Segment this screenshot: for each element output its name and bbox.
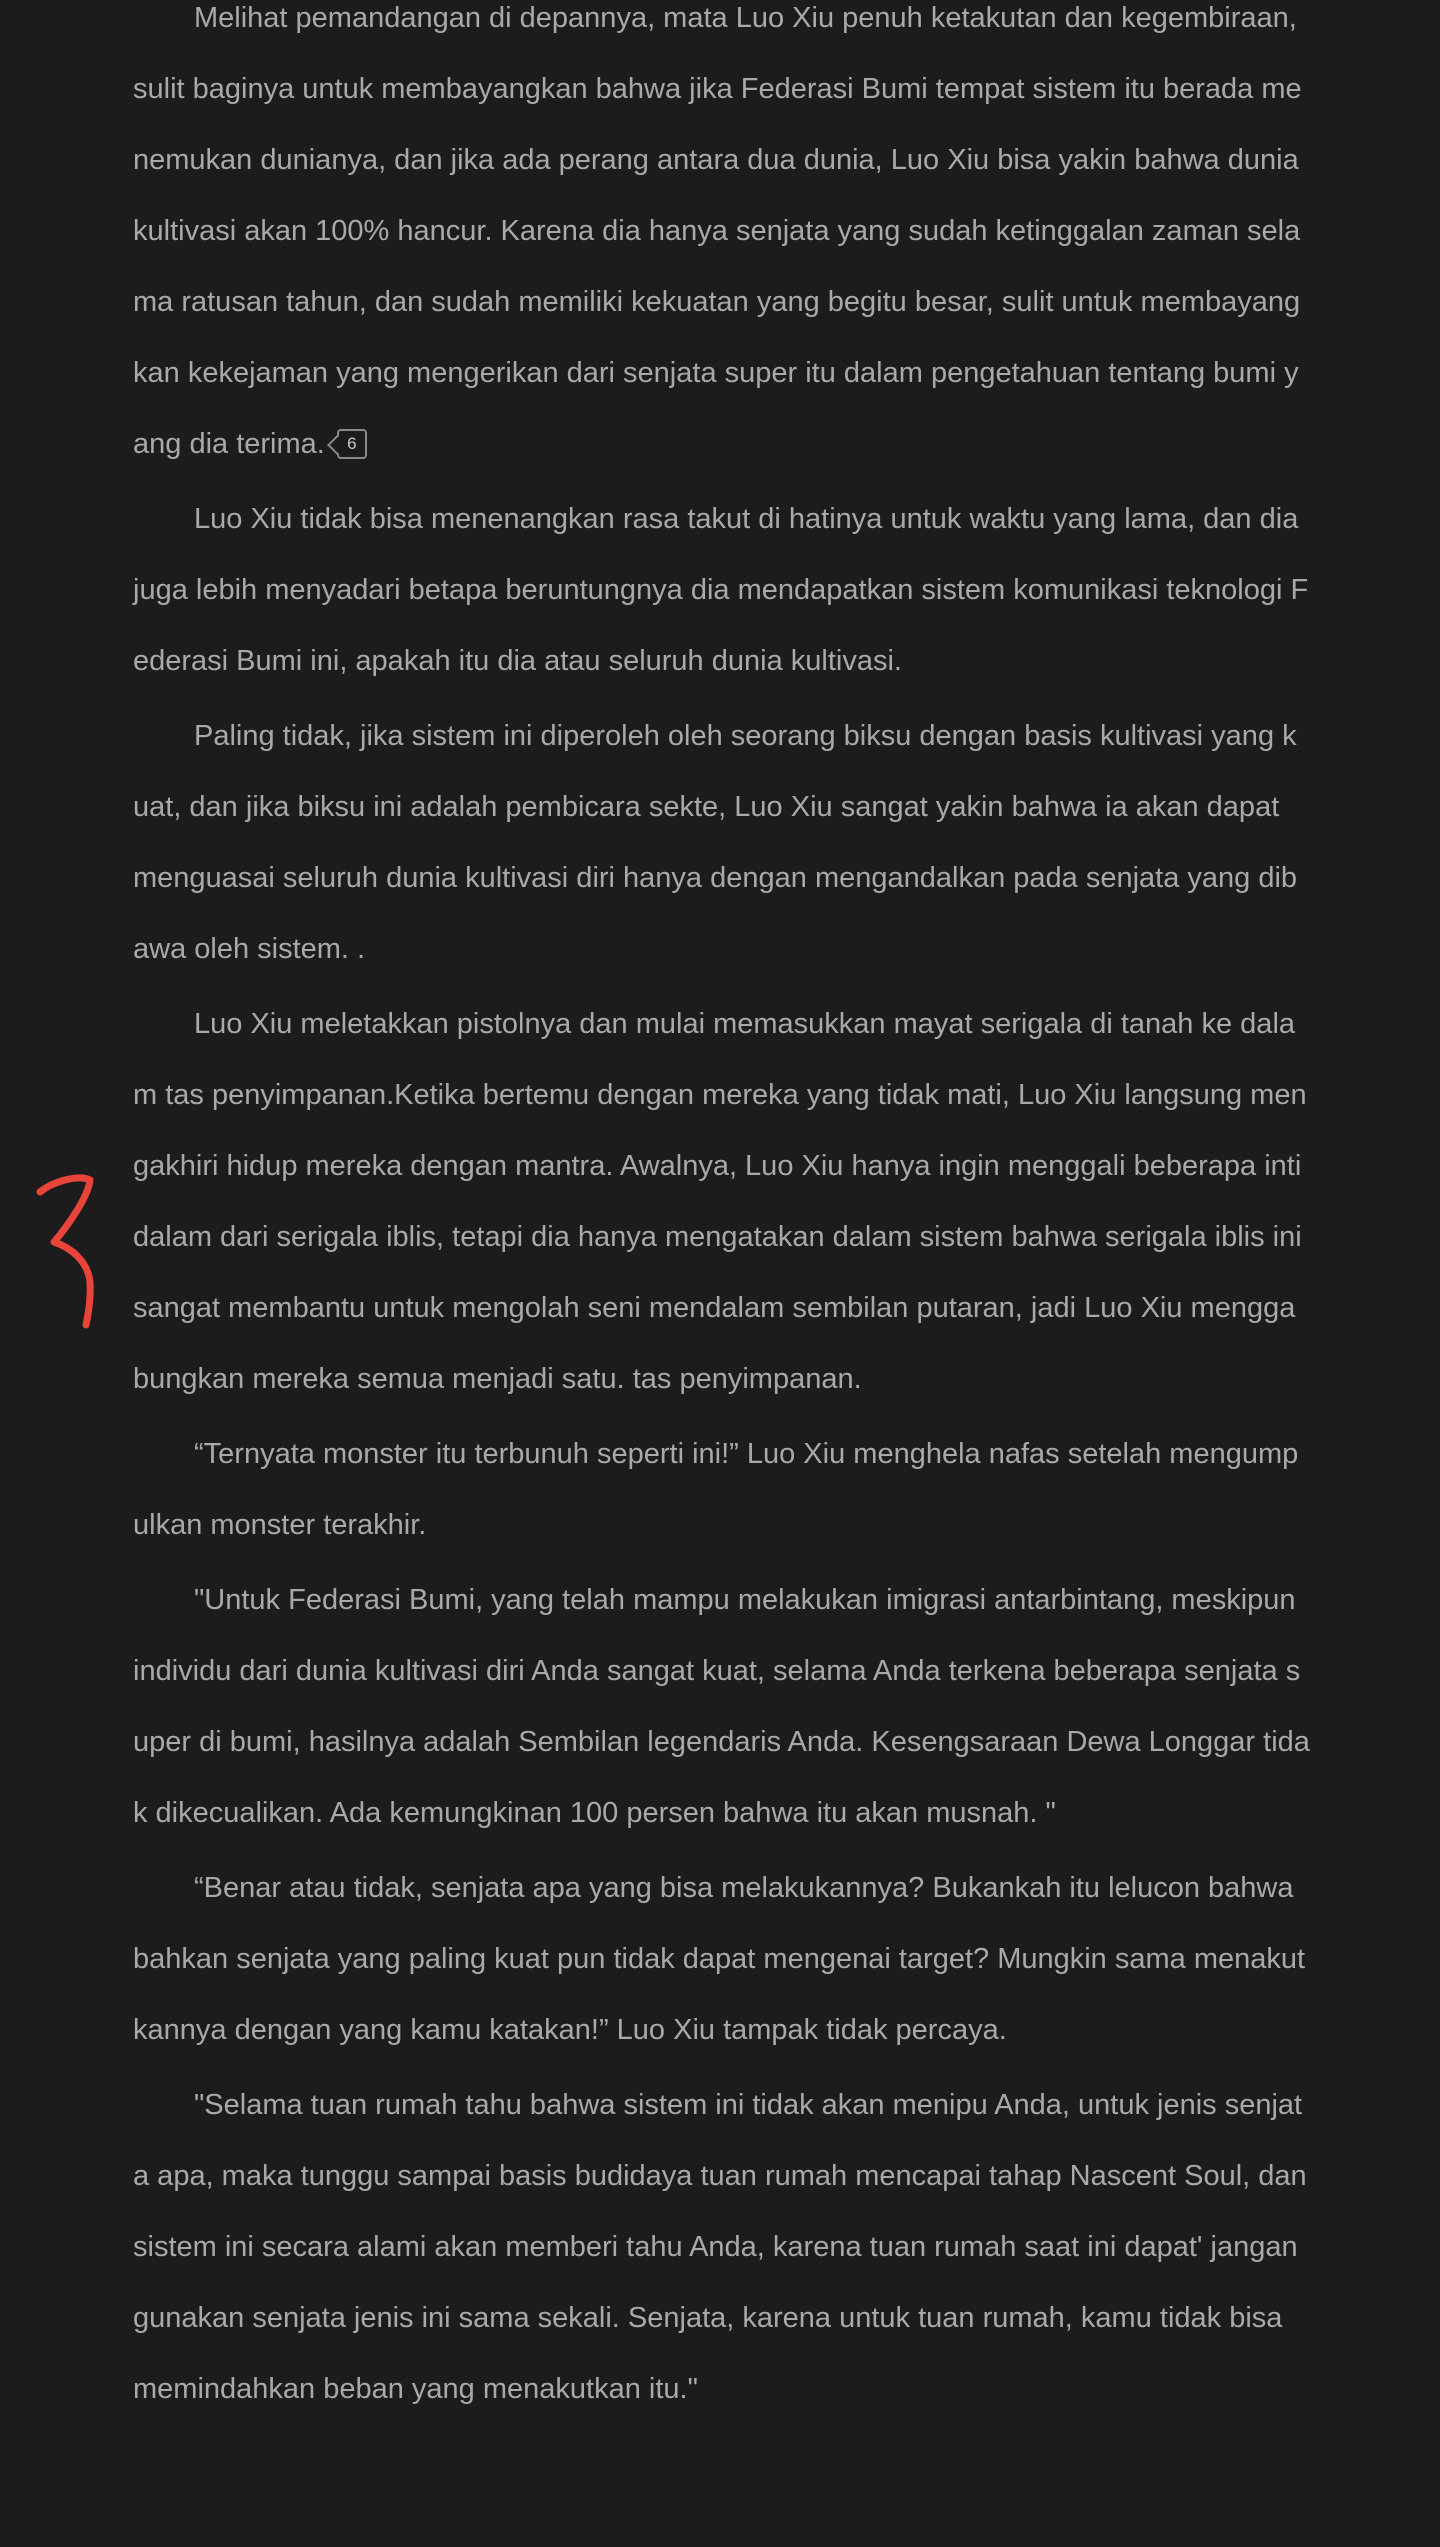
paragraph-2 — [133, 484, 1310, 697]
paragraph-5 — [133, 1419, 1310, 1561]
paragraph-8 — [133, 2070, 1310, 2425]
paragraph-6 — [133, 1565, 1310, 1849]
paragraph-1 — [133, 0, 1310, 480]
paragraph-1-text: Melihat pemandangan di depannya, mata Luo Xiu penuh ketakutan dan kegembiraan, sulit baginya untuk membayangkan bahwa jika Federasi Bumi tempat sistem itu berada menemukan dunianya, dan jika ada perang antara dua dunia, Luo Xiu bisa yakin bahwa dunia kultivasi akan 100% hancur. Karena dia hanya senjata yang sudah ketinggalan zaman selama ratusan tahun, dan sudah memiliki kekuatan yang begitu besar, sulit untuk membayangkan kekejaman yang mengerikan dari senjata super itu dalam pengetahuan tentang bumi yang dia terima. — [133, 2, 1302, 460]
paragraph-7-text: “Benar atau tidak, senjata apa yang bisa melakukannya? Bukankah itu lelucon bahwa bahkan senjata yang paling kuat pun tidak dapat mengenai target? Mungkin sama menakutkannya dengan yang kamu katakan!” Luo Xiu tampak tidak percaya. — [133, 1872, 1306, 2046]
paragraph-3-text: Paling tidak, jika sistem ini diperoleh oleh seorang biksu dengan basis kultivasi yang kuat, dan jika biksu ini adalah pembicara sekte, Luo Xiu sangat yakin bahwa ia akan dapat menguasai seluruh dunia kultivasi diri hanya dengan mengandalkan pada senjata yang dibawa oleh sistem. . — [133, 720, 1298, 965]
chapter-reader — [133, 0, 1310, 2425]
paragraph-7 — [133, 1853, 1310, 2066]
paragraph-4 — [133, 989, 1310, 1415]
paragraph-3 — [133, 701, 1310, 985]
paragraph-5-text: “Ternyata monster itu terbunuh seperti ini!” Luo Xiu menghela nafas setelah mengumpulkan monster terakhir. — [133, 1438, 1299, 1541]
paragraph-6-text: "Untuk Federasi Bumi, yang telah mampu melakukan imigrasi antarbintang, meskipun individu dari dunia kultivasi diri Anda sangat kuat, selama Anda terkena beberapa senjata super di bumi, hasilnya adalah Sembilan legendaris Anda. Kesengsaraan Dewa Longgar tidak dikecualikan. Ada kemungkinan 100 persen bahwa itu akan musnah. " — [133, 1584, 1310, 1829]
paragraph-2-text: Luo Xiu tidak bisa menenangkan rasa takut di hatinya untuk waktu yang lama, dan dia juga lebih menyadari betapa beruntungnya dia mendapatkan sistem komunikasi teknologi Federasi Bumi ini, apakah itu dia atau seluruh dunia kultivasi. — [133, 503, 1309, 677]
comment-count-badge[interactable]: 6 — [337, 429, 367, 459]
paragraph-4-text: Luo Xiu meletakkan pistolnya dan mulai memasukkan mayat serigala di tanah ke dalam tas penyimpanan.Ketika bertemu dengan mereka yang tidak mati, Luo Xiu langsung mengakhiri hidup mereka dengan mantra. Awalnya, Luo Xiu hanya ingin menggali beberapa inti dalam dari serigala iblis, tetapi dia hanya mengatakan dalam sistem bahwa serigala iblis ini sangat membantu untuk mengolah seni mendalam sembilan putaran, jadi Luo Xiu menggabungkan mereka semua menjadi satu. tas penyimpanan. — [133, 1008, 1307, 1395]
handwritten-3-annotation-icon — [30, 1170, 110, 1330]
paragraph-8-text: "Selama tuan rumah tahu bahwa sistem ini tidak akan menipu Anda, untuk jenis senjata apa, maka tunggu sampai basis budidaya tuan rumah mencapai tahap Nascent Soul, dan sistem ini secara alami akan memberi tahu Anda, karena tuan rumah saat ini dapat' jangan gunakan senjata jenis ini sama sekali. Senjata, karena untuk tuan rumah, kamu tidak bisa memindahkan beban yang menakutkan itu." — [133, 2089, 1307, 2405]
